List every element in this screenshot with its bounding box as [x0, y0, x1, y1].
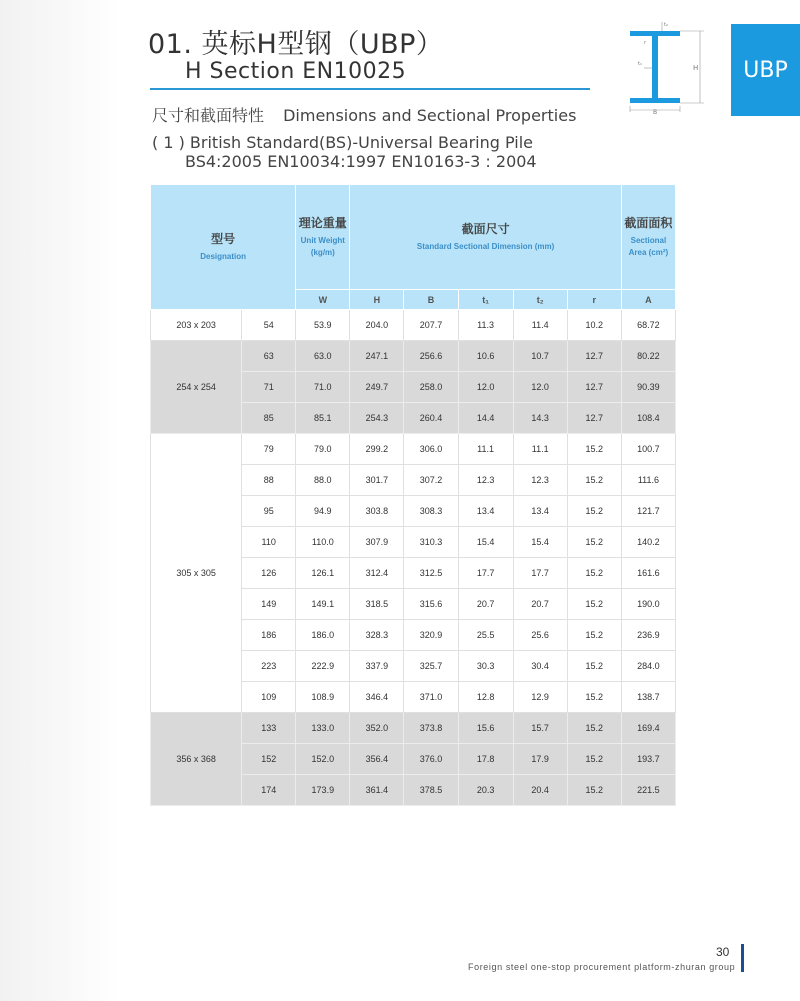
- table-cell: 12.3: [513, 465, 567, 496]
- table-cell: 236.9: [621, 620, 675, 651]
- table-cell: 17.7: [513, 558, 567, 589]
- header-dimension-en: Standard Sectional Dimension (mm): [416, 241, 555, 251]
- label-t1: t₁: [638, 61, 642, 67]
- table-cell: 20.4: [513, 775, 567, 806]
- table-cell: 133: [242, 713, 296, 744]
- table-cell: 11.4: [513, 310, 567, 341]
- table-body: [151, 310, 676, 806]
- table-cell: 15.2: [567, 465, 621, 496]
- table-cell: 15.2: [567, 682, 621, 713]
- symbol-header: A: [621, 290, 675, 310]
- table-cell: 94.9: [296, 496, 350, 527]
- table-cell: 85.1: [296, 403, 350, 434]
- table-cell: 223: [242, 651, 296, 682]
- standard-codes: BS4:2005 EN10034:1997 EN10163-3 : 2004: [185, 152, 537, 171]
- header-weight-cn: 理论重量: [298, 215, 347, 230]
- table-row: [151, 341, 676, 372]
- properties-table: [150, 184, 676, 806]
- table-cell: 15.2: [567, 558, 621, 589]
- table-cell: 190.0: [621, 589, 675, 620]
- table-cell: 193.7: [621, 744, 675, 775]
- top-flange: [630, 31, 680, 36]
- page-title-en: H Section EN10025: [185, 59, 407, 84]
- table-cell: 152: [242, 744, 296, 775]
- table-cell: 17.8: [458, 744, 513, 775]
- designation-cell: 254 x 254: [151, 341, 242, 434]
- table-cell: 356.4: [350, 744, 404, 775]
- table-cell: 20.7: [513, 589, 567, 620]
- table-cell: 54: [242, 310, 296, 341]
- table-cell: 108.4: [621, 403, 675, 434]
- table-cell: 95: [242, 496, 296, 527]
- table-cell: 204.0: [350, 310, 404, 341]
- table-cell: 88.0: [296, 465, 350, 496]
- table-cell: 109: [242, 682, 296, 713]
- table-cell: 17.9: [513, 744, 567, 775]
- section-subtitle: [152, 103, 576, 126]
- header-area: [621, 185, 675, 290]
- table-cell: 15.4: [458, 527, 513, 558]
- standard-name: ( 1 ) British Standard(BS)-Universal Bearing Pile: [152, 133, 534, 152]
- table-cell: 12.3: [458, 465, 513, 496]
- table-cell: 308.3: [404, 496, 458, 527]
- table-cell: 260.4: [404, 403, 458, 434]
- bottom-flange: [630, 98, 680, 103]
- table-cell: 12.8: [458, 682, 513, 713]
- table-cell: 376.0: [404, 744, 458, 775]
- label-h: H: [693, 64, 699, 72]
- table-cell: 12.7: [567, 372, 621, 403]
- table-cell: 20.7: [458, 589, 513, 620]
- table-cell: 258.0: [404, 372, 458, 403]
- table-cell: 90.39: [621, 372, 675, 403]
- table-cell: 312.4: [350, 558, 404, 589]
- symbol-header: W: [296, 290, 350, 310]
- table-cell: 12.0: [513, 372, 567, 403]
- table-cell: 133.0: [296, 713, 350, 744]
- table-cell: 80.22: [621, 341, 675, 372]
- table-cell: 222.9: [296, 651, 350, 682]
- table-cell: 11.1: [513, 434, 567, 465]
- table-cell: 138.7: [621, 682, 675, 713]
- table-cell: 247.1: [350, 341, 404, 372]
- web: [652, 36, 658, 98]
- table-cell: 71.0: [296, 372, 350, 403]
- table-cell: 15.2: [567, 713, 621, 744]
- symbol-header: t₂: [513, 290, 567, 310]
- table-cell: 79.0: [296, 434, 350, 465]
- table-row: [151, 434, 676, 465]
- table-cell: 25.6: [513, 620, 567, 651]
- table-cell: 12.0: [458, 372, 513, 403]
- label-b: B: [653, 109, 658, 114]
- header-designation-cn: 型号: [211, 231, 236, 246]
- designation-cell: 203 x 203: [151, 310, 242, 341]
- table-cell: 373.8: [404, 713, 458, 744]
- table-cell: 303.8: [350, 496, 404, 527]
- table-cell: 121.7: [621, 496, 675, 527]
- header-area-cn: 截面面积: [624, 215, 673, 230]
- label-r: r: [644, 40, 647, 46]
- table-cell: 307.2: [404, 465, 458, 496]
- table-cell: 207.7: [404, 310, 458, 341]
- symbol-header: r: [567, 290, 621, 310]
- table-cell: 15.2: [567, 775, 621, 806]
- table-cell: 169.4: [621, 713, 675, 744]
- table-cell: 53.9: [296, 310, 350, 341]
- table-cell: 320.9: [404, 620, 458, 651]
- table-cell: 378.5: [404, 775, 458, 806]
- table-cell: 186.0: [296, 620, 350, 651]
- table-cell: 14.3: [513, 403, 567, 434]
- table-cell: 325.7: [404, 651, 458, 682]
- table-cell: 15.2: [567, 589, 621, 620]
- table-cell: 111.6: [621, 465, 675, 496]
- table-cell: 315.6: [404, 589, 458, 620]
- table-cell: 15.2: [567, 744, 621, 775]
- table-row: [151, 310, 676, 341]
- designation-cell: 356 x 368: [151, 713, 242, 806]
- label-t2: t₂: [664, 22, 668, 28]
- header-dimension: [350, 185, 621, 290]
- table-cell: 13.4: [513, 496, 567, 527]
- page-number-bar: [741, 944, 744, 972]
- table-cell: 284.0: [621, 651, 675, 682]
- subtitle-cn: 尺寸和截面特性: [152, 106, 265, 125]
- page-number: 30: [716, 945, 730, 959]
- table-cell: 11.1: [458, 434, 513, 465]
- table-cell: 346.4: [350, 682, 404, 713]
- table-cell: 15.2: [567, 527, 621, 558]
- table-cell: 13.4: [458, 496, 513, 527]
- table-cell: 256.6: [404, 341, 458, 372]
- table-cell: 108.9: [296, 682, 350, 713]
- table-cell: 328.3: [350, 620, 404, 651]
- symbol-header: H: [350, 290, 404, 310]
- table-cell: 30.3: [458, 651, 513, 682]
- header-designation: [151, 185, 296, 310]
- table-cell: 254.3: [350, 403, 404, 434]
- table-cell: 12.9: [513, 682, 567, 713]
- table-cell: 174: [242, 775, 296, 806]
- table-cell: 126: [242, 558, 296, 589]
- table-cell: 14.4: [458, 403, 513, 434]
- table-cell: 20.3: [458, 775, 513, 806]
- header-area-en: Sectional Area (cm²): [628, 235, 669, 257]
- table-cell: 110: [242, 527, 296, 558]
- table-cell: 352.0: [350, 713, 404, 744]
- table-cell: 25.5: [458, 620, 513, 651]
- table-cell: 186: [242, 620, 296, 651]
- header-designation-en: Designation: [200, 251, 247, 261]
- table-cell: 15.2: [567, 651, 621, 682]
- table-cell: 361.4: [350, 775, 404, 806]
- table-cell: 30.4: [513, 651, 567, 682]
- table-cell: 161.6: [621, 558, 675, 589]
- table-cell: 85: [242, 403, 296, 434]
- table-cell: 126.1: [296, 558, 350, 589]
- table-cell: 173.9: [296, 775, 350, 806]
- table-cell: 15.2: [567, 620, 621, 651]
- table-cell: 307.9: [350, 527, 404, 558]
- section-badge: UBP: [731, 24, 800, 116]
- subtitle-en: Dimensions and Sectional Properties: [283, 106, 577, 125]
- table-cell: 88: [242, 465, 296, 496]
- header-weight-en: Unit Weight (kg/m): [300, 235, 345, 257]
- table-cell: 100.7: [621, 434, 675, 465]
- table-cell: 15.6: [458, 713, 513, 744]
- symbol-header: t₁: [458, 290, 513, 310]
- table-cell: 371.0: [404, 682, 458, 713]
- table-cell: 318.5: [350, 589, 404, 620]
- table-cell: 337.9: [350, 651, 404, 682]
- table-cell: 12.7: [567, 341, 621, 372]
- title-underline: [150, 88, 590, 90]
- table-cell: 221.5: [621, 775, 675, 806]
- page-title-cn: 01. 英标H型钢（UBP）: [148, 29, 444, 60]
- header-dimension-cn: 截面尺寸: [461, 221, 510, 236]
- table-cell: 79: [242, 434, 296, 465]
- table-cell: 10.7: [513, 341, 567, 372]
- table-cell: 110.0: [296, 527, 350, 558]
- table-cell: 63.0: [296, 341, 350, 372]
- table-cell: 15.2: [567, 496, 621, 527]
- page-shadow: [0, 0, 120, 1001]
- table-cell: 15.2: [567, 434, 621, 465]
- table-cell: 299.2: [350, 434, 404, 465]
- header-weight: [296, 185, 350, 290]
- table-cell: 301.7: [350, 465, 404, 496]
- table-cell: 149.1: [296, 589, 350, 620]
- table-cell: 11.3: [458, 310, 513, 341]
- footer-text: Foreign steel one-stop procurement platform-zhuran group: [468, 962, 736, 972]
- table-cell: 140.2: [621, 527, 675, 558]
- table-cell: 15.7: [513, 713, 567, 744]
- table-cell: 10.6: [458, 341, 513, 372]
- table-cell: 312.5: [404, 558, 458, 589]
- table-cell: 12.7: [567, 403, 621, 434]
- table-cell: 63: [242, 341, 296, 372]
- table-cell: 249.7: [350, 372, 404, 403]
- table-cell: 10.2: [567, 310, 621, 341]
- table-cell: 152.0: [296, 744, 350, 775]
- table-cell: 68.72: [621, 310, 675, 341]
- h-beam-diagram-icon: [622, 18, 722, 114]
- table-cell: 306.0: [404, 434, 458, 465]
- symbol-header: B: [404, 290, 458, 310]
- table-cell: 71: [242, 372, 296, 403]
- table-cell: 15.4: [513, 527, 567, 558]
- table-cell: 149: [242, 589, 296, 620]
- designation-cell: 305 x 305: [151, 434, 242, 713]
- table-cell: 310.3: [404, 527, 458, 558]
- table-cell: 17.7: [458, 558, 513, 589]
- table-row: [151, 713, 676, 744]
